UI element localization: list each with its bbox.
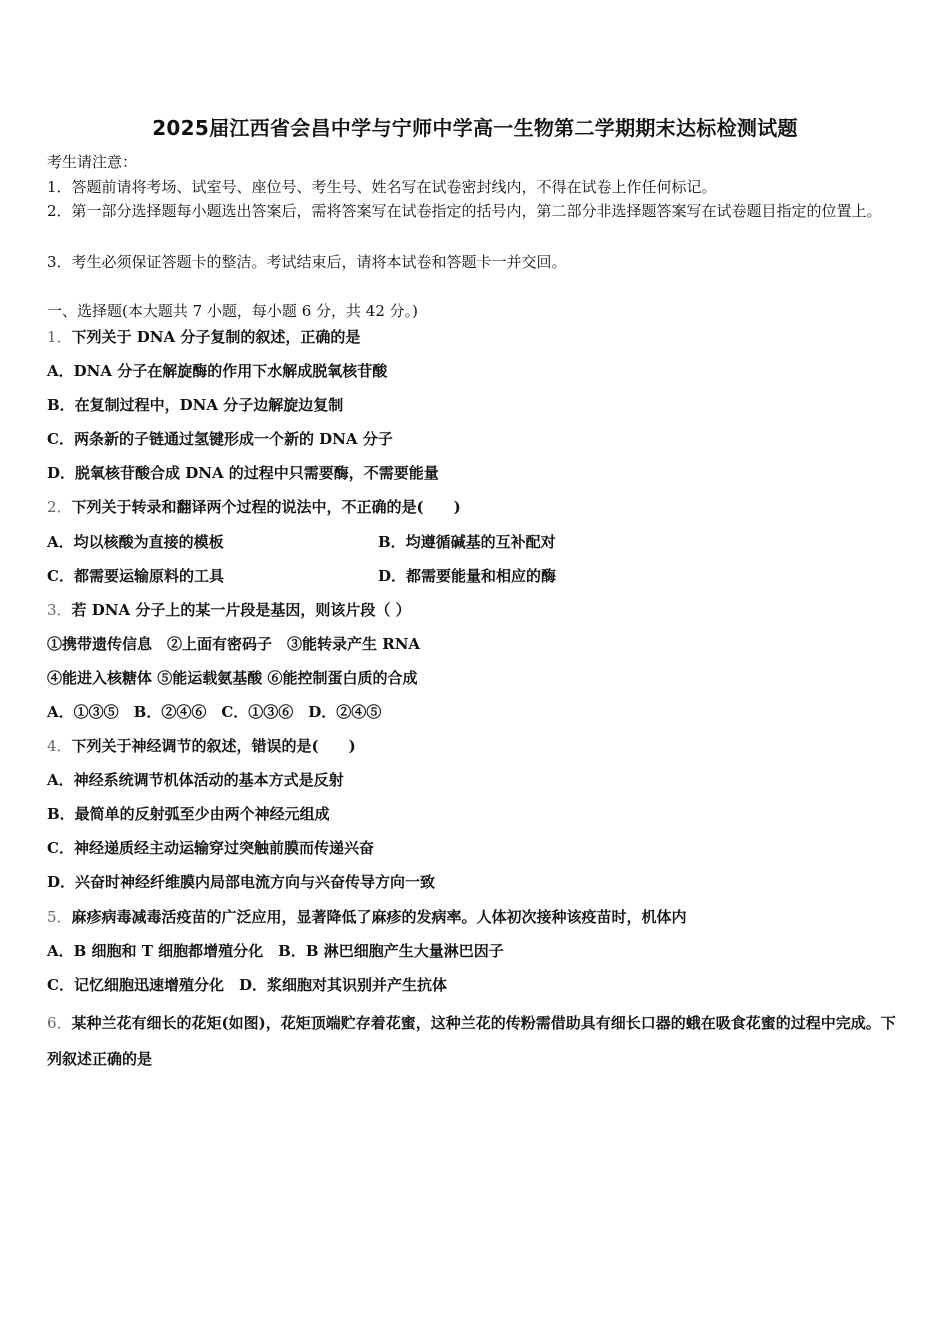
question-4 (47, 736, 356, 756)
q1-option-d: D．脱氧核苷酸合成 DNA 的过程中只需要酶，不需要能量 (47, 464, 439, 482)
question-stem: 若 DNA 分子上的某一片段是基因，则该片段（ ） (71, 601, 411, 619)
q4-option-b: B．最简单的反射弧至少由两个神经元组成 (47, 805, 330, 823)
question-stem: 下列关于神经调节的叙述，错误的是( ) (71, 737, 356, 755)
question-stem: 某种兰花有细长的花矩(如图)，花矩顶端贮存着花蜜，这种兰花的传粉需借助具有细长口器的蛾在吸食花蜜的过程中完成。下列叙述正确的是 (47, 1014, 896, 1068)
question-5 (47, 907, 687, 927)
q2-option-a: A．均以核酸为直接的模板 (47, 533, 224, 551)
question-stem: 麻疹病毒减毒活疫苗的广泛应用，显著降低了麻疹的发病率。人体初次接种该疫苗时，机体内 (71, 908, 687, 926)
q4-option-d: D．兴奋时神经纤维膜内局部电流方向与兴奋传导方向一致 (47, 873, 436, 891)
question-number: 5． (47, 908, 72, 926)
question-2 (47, 497, 461, 517)
question-number: 3． (47, 601, 72, 619)
q3-statement-line-1: ①携带遗传信息 ②上面有密码子 ③能转录产生 RNA (47, 635, 421, 653)
section-heading: 一、选择题(本大题共 7 小题，每小题 6 分，共 42 分。) (47, 302, 418, 320)
q3-statement-line-2: ④能进入核糖体 ⑤能运载氨基酸 ⑥能控制蛋白质的合成 (47, 669, 418, 687)
q2-option-d: D．都需要能量和相应的酶 (378, 567, 557, 585)
question-number: 1． (47, 328, 72, 346)
notice-item-3: 3．考生必须保证答题卡的整洁。考试结束后，请将本试卷和答题卡一并交回。 (47, 253, 567, 271)
q4-option-a: A．神经系统调节机体活动的基本方式是反射 (47, 771, 344, 789)
question-stem: 下列关于 DNA 分子复制的叙述，正确的是 (71, 328, 361, 346)
q3-options: A．①③⑤ B．②④⑥ C．①③⑥ D．②④⑤ (47, 703, 382, 721)
notice-heading: 考生请注意： (47, 153, 138, 171)
question-6 (47, 1005, 905, 1077)
notice-item-2: 2．第一部分选择题每小题选出答案后，需将答案写在试卷指定的括号内，第二部分非选择题答案写在试卷题目指定的位置上。 (47, 202, 882, 220)
q2-option-c: C．都需要运输原料的工具 (47, 567, 224, 585)
question-number: 6． (47, 1014, 72, 1032)
q1-option-b: B．在复制过程中，DNA 分子边解旋边复制 (47, 396, 344, 414)
q5-options-cd: C．记忆细胞迅速增殖分化 D．浆细胞对其识别并产生抗体 (47, 976, 447, 994)
q5-options-ab: A．B 细胞和 T 细胞都增殖分化 B．B 淋巴细胞产生大量淋巴因子 (47, 942, 504, 960)
q2-option-b: B．均遵循碱基的互补配对 (378, 533, 556, 551)
question-number: 2． (47, 498, 72, 516)
question-stem: 下列关于转录和翻译两个过程的说法中，不正确的是( ) (71, 498, 461, 516)
page-title: 2025届江西省会昌中学与宁师中学高一生物第二学期期末达标检测试题 (152, 116, 798, 140)
q1-option-c: C．两条新的子链通过氢键形成一个新的 DNA 分子 (47, 430, 393, 448)
question-3 (47, 600, 411, 620)
q4-option-c: C．神经递质经主动运输穿过突触前膜而传递兴奋 (47, 839, 374, 857)
notice-item-1: 1．答题前请将考场、试室号、座位号、考生号、姓名写在试卷密封线内，不得在试卷上作任何标记。 (47, 178, 717, 196)
question-number: 4． (47, 737, 72, 755)
question-1 (47, 327, 360, 347)
q1-option-a: A．DNA 分子在解旋酶的作用下水解成脱氧核苷酸 (47, 362, 388, 380)
